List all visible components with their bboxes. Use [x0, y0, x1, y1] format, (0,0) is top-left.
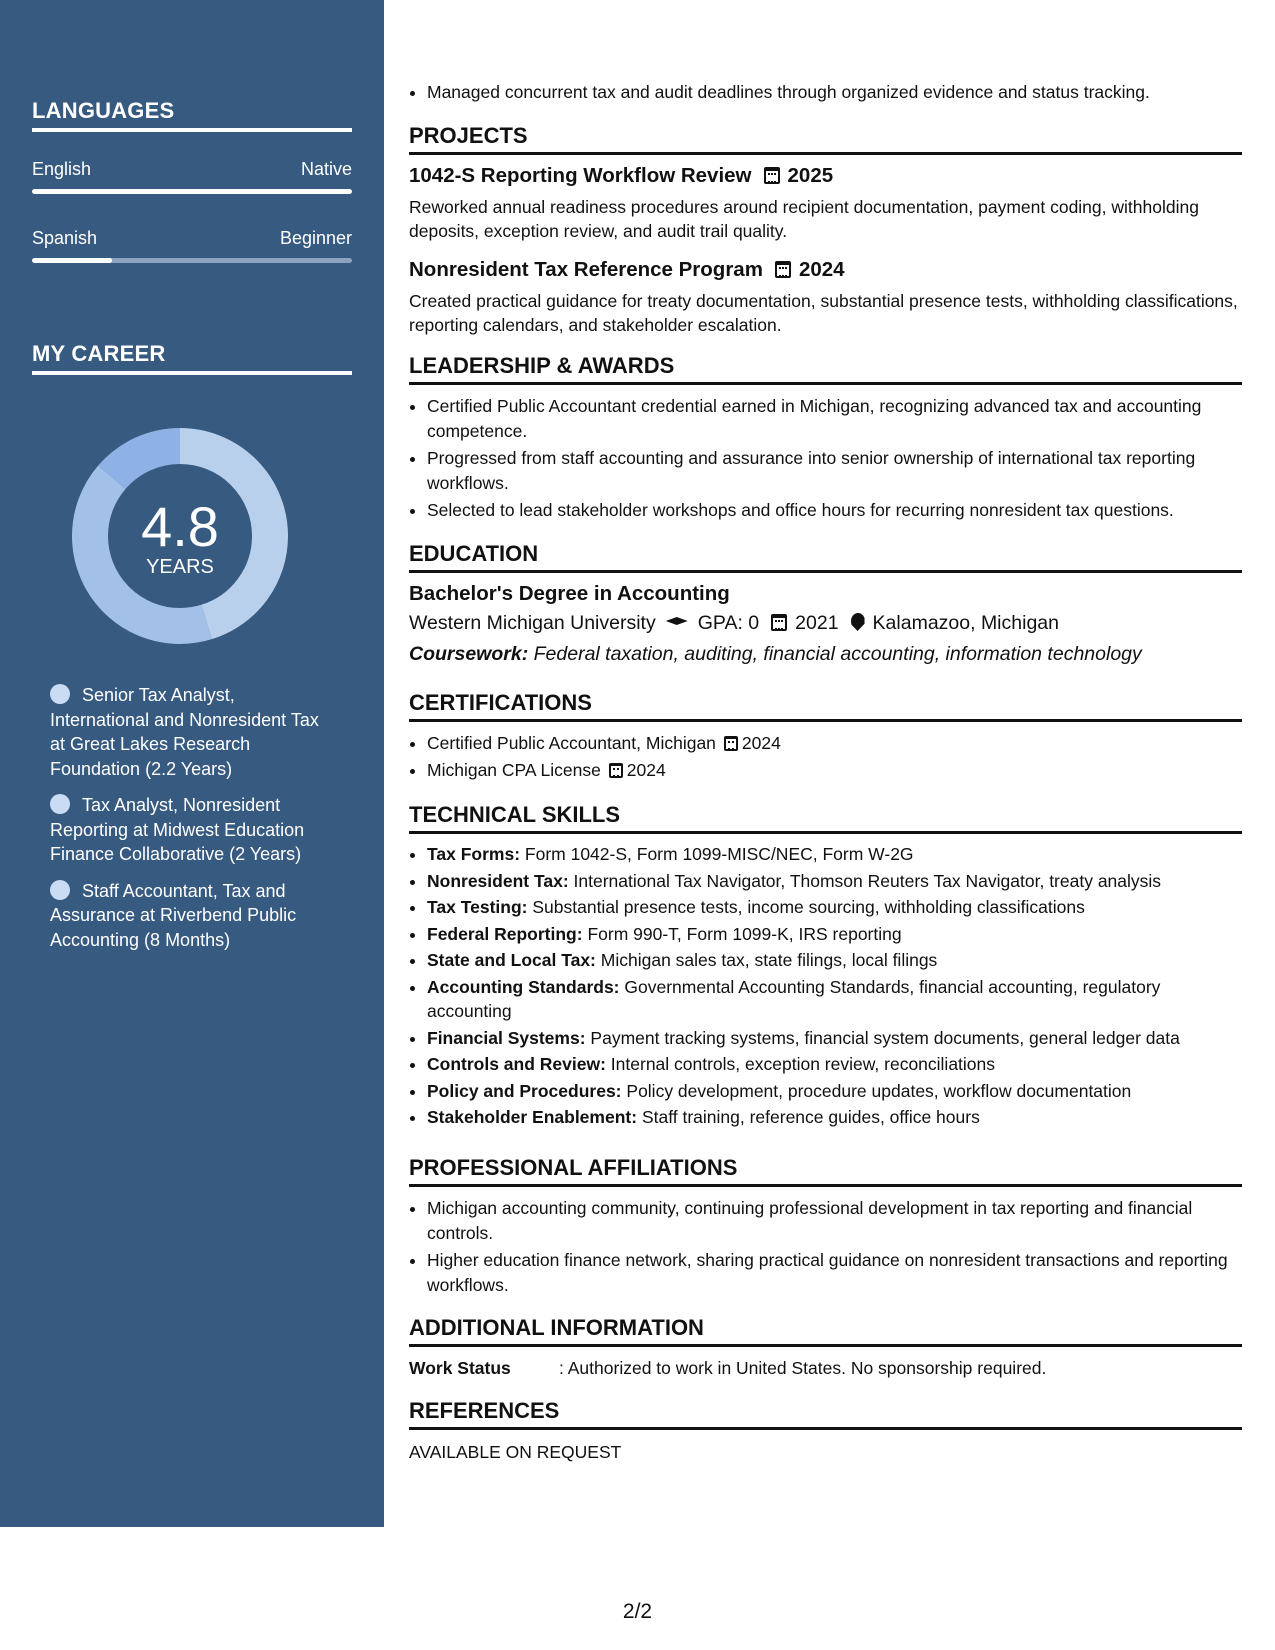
list-item: • Tax Testing: Substantial presence tests, income sourcing, withholding classifications [427, 895, 1242, 920]
list-item: • Controls and Review: Internal controls, exception review, reconciliations [427, 1052, 1242, 1077]
language-bar-spanish [32, 258, 352, 263]
career-item: Senior Tax Analyst, International and Nonresident Tax at Great Lakes Research Foundation (2.2 Years) [50, 685, 319, 779]
bullet-dot-icon [50, 684, 70, 704]
degree-title: Bachelor's Degree in Accounting [409, 582, 730, 605]
affiliations-heading: PROFESSIONAL AFFILIATIONS [409, 1155, 1242, 1187]
references-text: AVAILABLE ON REQUEST [409, 1442, 622, 1462]
career-years-unit: YEARS [146, 556, 214, 578]
list-item: • Accounting Standards: Governmental Accounting Standards, financial accounting, regulatory accounting [427, 975, 1242, 1024]
list-item: • Certified Public Accountant, Michigan 2024 [427, 731, 1242, 756]
language-row-spanish [32, 228, 352, 249]
career-list [50, 683, 330, 964]
list-item: • Managed concurrent tax and audit deadlines through organized evidence and status tracking. [427, 80, 1242, 105]
project-title: Nonresident Tax Reference Program 2024 [409, 258, 845, 281]
additional-info-heading: ADDITIONAL INFORMATION [409, 1315, 1242, 1347]
affiliations-list [409, 1196, 1242, 1300]
languages-heading: LANGUAGES [32, 98, 352, 132]
career-item: Staff Accountant, Tax and Assurance at Riverbend Public Accounting (8 Months) [50, 880, 297, 950]
project-description: Created practical guidance for treaty documentation, substantial presence tests, withholding classifications, reporting calendars, and stakeholder escalation. [409, 291, 1238, 335]
list-item: • Michigan accounting community, continuing professional development in tax reporting and financial controls. [427, 1196, 1242, 1246]
calendar-icon [771, 614, 787, 631]
list-item: • Certified Public Accountant credential earned in Michigan, recognizing advanced tax and accounting competence. [427, 394, 1242, 444]
language-bar-english [32, 189, 352, 194]
work-status-value: : Authorized to work in United States. No sponsorship required. [559, 1358, 1047, 1378]
language-name: Spanish [32, 228, 98, 248]
education-heading: EDUCATION [409, 541, 1242, 573]
project-title: 1042-S Reporting Workflow Review 2025 [409, 164, 834, 187]
list-item: • Federal Reporting: Form 990-T, Form 1099-K, IRS reporting [427, 922, 1242, 947]
leadership-heading: LEADERSHIP & AWARDS [409, 353, 1242, 385]
graduation-cap-icon [666, 617, 688, 627]
bullet-dot-icon [50, 794, 70, 814]
list-item: • Stakeholder Enablement: Staff training, reference guides, office hours [427, 1105, 1242, 1130]
sidebar [0, 0, 384, 1527]
list-item: • Nonresident Tax: International Tax Navigator, Thomson Reuters Tax Navigator, treaty analysis [427, 869, 1242, 894]
calendar-icon [775, 261, 791, 278]
list-item: • Policy and Procedures: Policy development, procedure updates, workflow documentation [427, 1079, 1242, 1104]
technical-skills-heading: TECHNICAL SKILLS [409, 802, 1242, 834]
list-item: • State and Local Tax: Michigan sales tax, state filings, local filings [427, 948, 1242, 973]
language-name: English [32, 159, 92, 179]
project-description: Reworked annual readiness procedures around recipient documentation, payment coding, withholding deposits, exception review, and audit trail quality. [409, 197, 1199, 241]
bullet-dot-icon [50, 880, 70, 900]
language-bar-fill [32, 258, 112, 263]
location-pin-icon [851, 613, 865, 631]
language-level: Beginner [279, 228, 352, 248]
list-item: • Higher education finance network, sharing practical guidance on nonresident transactions and reporting workflows. [427, 1248, 1242, 1298]
language-row-english [32, 159, 352, 180]
experience-bullets [409, 80, 1242, 107]
career-item: Tax Analyst, Nonresident Reporting at Midwest Education Finance Collaborative (2 Years) [50, 795, 305, 864]
career-years-value: 4.8 [141, 495, 219, 558]
page-number: 2/2 [622, 1600, 653, 1623]
certifications-list [409, 731, 1242, 785]
language-level: Native [300, 159, 352, 179]
work-status-label: Work Status [409, 1358, 511, 1378]
list-item: • Tax Forms: Form 1042-S, Form 1099-MISC/NEC, Form W-2G [427, 842, 1242, 867]
list-item: • Michigan CPA License 2024 [427, 758, 1242, 783]
list-item: • Progressed from staff accounting and assurance into senior ownership of international tax reporting workflows. [427, 446, 1242, 496]
work-status [409, 1356, 1242, 1380]
calendar-icon [764, 167, 780, 184]
references-heading: REFERENCES [409, 1398, 1242, 1430]
projects-heading: PROJECTS [409, 123, 1242, 155]
list-item: • Financial Systems: Payment tracking systems, financial system documents, general ledger data [427, 1026, 1242, 1051]
list-item: • Selected to lead stakeholder workshops and office hours for recurring nonresident tax questions. [427, 498, 1242, 523]
calendar-icon [609, 763, 623, 778]
career-donut-chart [64, 420, 296, 652]
career-heading: MY CAREER [32, 341, 352, 375]
skills-list [409, 842, 1242, 1132]
education-details: Western Michigan University GPA: 0 2021 Kalamazoo, Michigan [409, 612, 1059, 634]
leadership-list [409, 394, 1242, 525]
coursework: Coursework: Federal taxation, auditing, financial accounting, information technology [409, 643, 1142, 665]
calendar-icon [724, 736, 738, 751]
certifications-heading: CERTIFICATIONS [409, 690, 1242, 722]
language-bar-fill [32, 189, 352, 194]
